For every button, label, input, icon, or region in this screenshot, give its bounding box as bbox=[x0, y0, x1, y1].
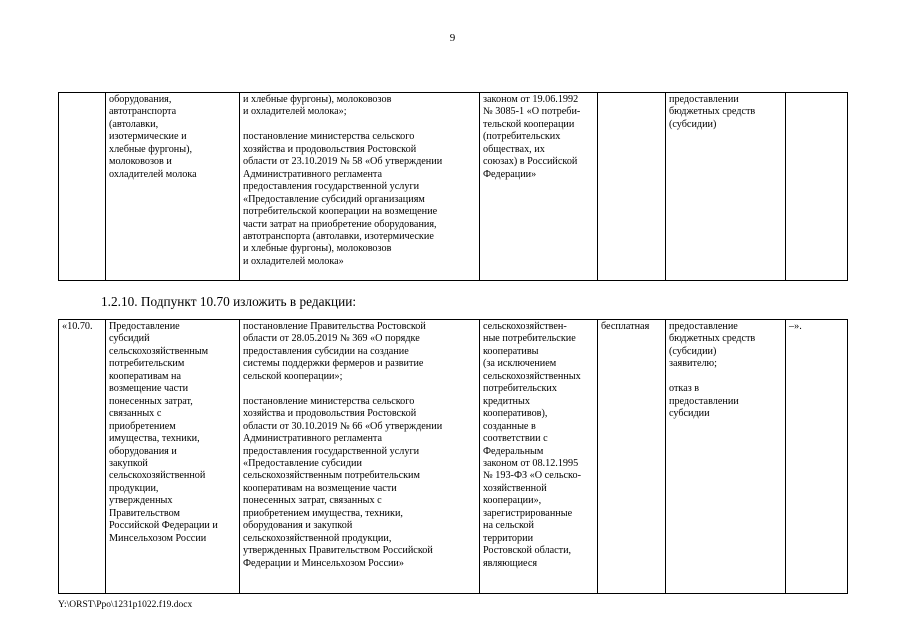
table-row bbox=[59, 93, 848, 281]
cell-text-line: оборудования, bbox=[109, 94, 172, 105]
cell-text-line: (автолавки, bbox=[109, 118, 159, 130]
cell-legal-acts bbox=[240, 93, 480, 281]
cell-text-line: предоставлении bbox=[669, 395, 739, 407]
cell-text-line: Административного регламента bbox=[243, 168, 383, 180]
cell-text-line: территории bbox=[483, 532, 534, 544]
cell-text-line: предоставлении bbox=[669, 94, 739, 105]
cell-text-line: сельскохозяйственной продукции, bbox=[243, 532, 392, 544]
cell-text-line: кредитных bbox=[483, 395, 530, 407]
cell-text-line: законом от 19.06.1992 bbox=[483, 94, 579, 105]
cell-text-line: оборудования и bbox=[109, 445, 177, 457]
cell-text-line: охладителей молока bbox=[109, 168, 197, 180]
cell-text-line: ные потребительские bbox=[483, 333, 576, 345]
cell-service-name bbox=[106, 93, 240, 281]
cell-applicants bbox=[480, 93, 598, 281]
cell-text-line: молоковозов и bbox=[109, 156, 172, 168]
cell-text-line: хозяйственной bbox=[483, 482, 547, 494]
cell-number bbox=[59, 320, 106, 594]
page-number: 9 bbox=[449, 32, 456, 44]
cell-text-line: оборудования и закупкой bbox=[243, 520, 353, 532]
cell-text-line: продукции, bbox=[109, 482, 159, 494]
table-row bbox=[59, 320, 848, 594]
cell-text-line: на сельской bbox=[483, 520, 534, 532]
cell-text-line: и хлебные фургоны), молоковозов bbox=[243, 243, 392, 255]
cell-text-line: приобретением bbox=[109, 420, 176, 432]
cell-text-line: кооперативы bbox=[483, 345, 539, 357]
cell-text-line: бесплатная bbox=[601, 321, 650, 332]
line-gap bbox=[669, 371, 783, 383]
cell-text-line: закупкой bbox=[109, 457, 148, 469]
cell-text-line: «10.70. bbox=[62, 321, 93, 332]
cell-text-line: возмещение части bbox=[109, 383, 189, 395]
cell-text-line: (потребительских bbox=[483, 131, 561, 143]
cell-text-line: отказ в bbox=[669, 383, 700, 395]
cell-text-line: субсидий bbox=[109, 333, 150, 345]
table-continuation bbox=[58, 92, 848, 281]
cell-text-line: понесенных затрат, bbox=[109, 395, 193, 407]
cell-payment bbox=[598, 320, 666, 594]
cell-text-line: бюджетных средств bbox=[669, 106, 756, 118]
cell-text-line: и охладителей молока»; bbox=[243, 106, 347, 118]
cell-result bbox=[666, 93, 786, 281]
cell-text-line: Предоставление bbox=[109, 321, 180, 332]
cell-text-line: Минсельхозом России bbox=[109, 532, 207, 544]
cell-text-line: сельскохозяйственным потребительским bbox=[243, 470, 420, 482]
cell-text-line: (субсидии) bbox=[669, 345, 717, 357]
cell-text-line: сельскохозяйствен- bbox=[483, 321, 567, 332]
cell-text-line: приобретением имущества, техники, bbox=[243, 507, 403, 519]
cell-text-line: системы поддержки фермеров и развитие bbox=[243, 358, 424, 370]
cell-notes bbox=[786, 93, 848, 281]
cell-text-line: области от 23.10.2019 № 58 «Об утверждении bbox=[243, 156, 443, 168]
cell-text-line: бюджетных средств bbox=[669, 333, 756, 345]
cell-text-line: Административного регламента bbox=[243, 433, 383, 445]
cell-notes bbox=[786, 320, 848, 594]
cell-text-line: «Предоставление субсидий организациям bbox=[243, 193, 425, 205]
cell-text-line: автотранспорта bbox=[109, 106, 177, 118]
cell-text-line: Федеральным bbox=[483, 445, 544, 457]
cell-text-line: понесенных затрат, связанных с bbox=[243, 495, 382, 507]
cell-text-line: постановление Правительства Ростовской bbox=[243, 321, 426, 332]
cell-text-line: являющиеся bbox=[483, 557, 538, 569]
cell-text-line: кооперативам на возмещение части bbox=[243, 482, 397, 494]
cell-text-line: хозяйства и продовольствия Ростовской bbox=[243, 143, 417, 155]
cell-number bbox=[59, 93, 106, 281]
cell-text-line: сельскохозяйственной bbox=[109, 470, 206, 482]
cell-text-line: автотранспорта (автолавки, изотермические bbox=[243, 230, 434, 242]
cell-text-line: обществах, их bbox=[483, 143, 545, 155]
cell-text-line: Федерации и Минсельхозом России» bbox=[243, 557, 404, 569]
cell-text-line: потребительских bbox=[483, 383, 557, 395]
cell-text-line: кооперативов), bbox=[483, 408, 548, 420]
cell-text-line: Федерации» bbox=[483, 168, 537, 180]
cell-text-line: части затрат на приобретение оборудования, bbox=[243, 218, 437, 230]
cell-text-line: предоставления субсидии на создание bbox=[243, 345, 409, 357]
cell-text-line: связанных с bbox=[109, 408, 162, 420]
cell-text-line: области от 30.10.2019 № 66 «Об утверждении bbox=[243, 420, 443, 432]
cell-text-line: тельской кооперации bbox=[483, 118, 575, 130]
cell-text-line: имущества, техники, bbox=[109, 433, 200, 445]
cell-text-line: –». bbox=[789, 321, 802, 332]
cell-text-line: постановление министерства сельского bbox=[243, 131, 415, 143]
cell-text-line: хлебные фургоны), bbox=[109, 143, 193, 155]
cell-legal-acts bbox=[240, 320, 480, 594]
cell-text-line: созданные в bbox=[483, 420, 536, 432]
cell-text-line: потребительской кооперации на возмещение bbox=[243, 206, 438, 218]
cell-text-line: утвержденных Правительством Российской bbox=[243, 545, 433, 557]
cell-text-line: Ростовской области, bbox=[483, 545, 572, 557]
cell-text-line: законом от 08.12.1995 bbox=[483, 457, 579, 469]
amendment-instruction: 1.2.10. Подпункт 10.70 изложить в редакции: bbox=[101, 294, 357, 309]
cell-text-line: кооперации», bbox=[483, 495, 542, 507]
cell-text-line: предоставления государственной услуги bbox=[243, 445, 420, 457]
cell-text-line: союзах) в Российской bbox=[483, 156, 578, 168]
cell-text-line: предоставления государственной услуги bbox=[243, 181, 420, 193]
cell-text-line: сельской кооперации»; bbox=[243, 370, 343, 382]
cell-applicants bbox=[480, 320, 598, 594]
table-item-10-70 bbox=[58, 319, 848, 594]
cell-text-line: (за исключением bbox=[483, 358, 557, 370]
cell-text-line: потребительским bbox=[109, 358, 185, 370]
cell-text-line: соответствии с bbox=[483, 433, 548, 445]
cell-text-line: области от 28.05.2019 № 369 «О порядке bbox=[243, 333, 420, 345]
cell-payment bbox=[598, 93, 666, 281]
cell-result bbox=[666, 320, 786, 594]
line-gap bbox=[243, 119, 477, 131]
cell-text-line: и хлебные фургоны), молоковозов bbox=[243, 94, 392, 105]
cell-text-line: (субсидии) bbox=[669, 118, 717, 130]
cell-text-line: и охладителей молока» bbox=[243, 255, 344, 267]
line-gap bbox=[243, 383, 477, 395]
cell-text-line: «Предоставление субсидии bbox=[243, 457, 362, 469]
cell-text-line: субсидии bbox=[669, 408, 710, 420]
footer-file-path: Y:\ORST\Ppo\1231p1022.f19.docx bbox=[58, 600, 193, 610]
cell-text-line: хозяйства и продовольствия Ростовской bbox=[243, 408, 417, 420]
cell-text-line: Российской Федерации и bbox=[109, 520, 218, 532]
cell-text-line: заявителю; bbox=[669, 358, 717, 370]
cell-text-line: предоставление bbox=[669, 321, 738, 332]
cell-text-line: изотермические и bbox=[109, 131, 187, 143]
cell-text-line: сельскохозяйственным bbox=[109, 345, 209, 357]
cell-text-line: зарегистрированные bbox=[483, 507, 573, 519]
cell-text-line: постановление министерства сельского bbox=[243, 395, 415, 407]
cell-text-line: сельскохозяйственных bbox=[483, 370, 581, 382]
cell-service-name bbox=[106, 320, 240, 594]
cell-text-line: № 193-ФЗ «О сельско- bbox=[483, 470, 581, 482]
cell-text-line: № 3085-1 «О потреби- bbox=[483, 106, 581, 118]
cell-text-line: Правительством bbox=[109, 507, 180, 519]
cell-text-line: утвержденных bbox=[109, 495, 173, 507]
cell-text-line: кооперативам на bbox=[109, 370, 182, 382]
